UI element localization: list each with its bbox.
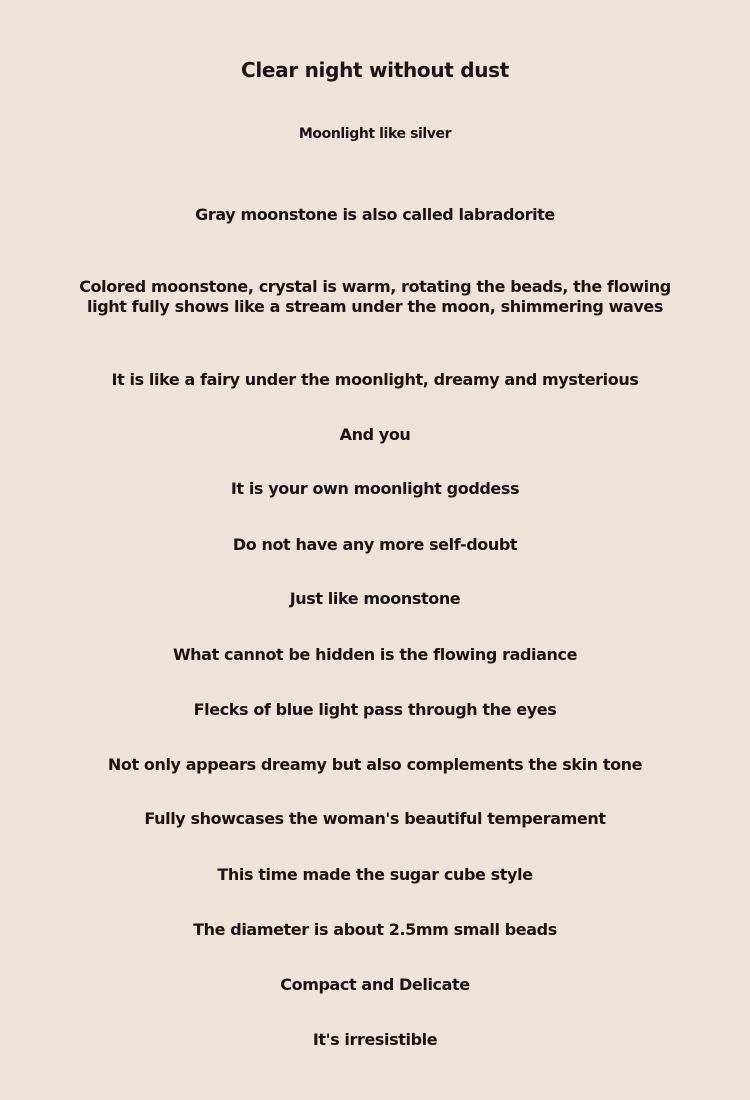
description-line-14: Compact and Delicate — [280, 975, 470, 994]
description-line-9: Flecks of blue light pass through the eyes — [193, 700, 557, 719]
description-line-12: This time made the sugar cube style — [217, 865, 533, 884]
page-subtitle: Moonlight like silver — [298, 126, 452, 142]
description-line-10: Not only appears dreamy but also complements the skin tone — [107, 755, 643, 774]
description-line-15: It's irresistible — [312, 1030, 438, 1049]
description-line-2: Colored moonstone, crystal is warm, rotating the beads, the flowing light fully shows like a stream under the moon, shimmering waves — [79, 277, 671, 316]
description-line-5: It is your own moonlight goddess — [230, 479, 520, 498]
description-line-7: Just like moonstone — [289, 589, 461, 608]
description-line-4: And you — [339, 425, 411, 444]
description-line-13: The diameter is about 2.5mm small beads — [193, 920, 557, 939]
page-title: Clear night without dust — [240, 58, 510, 82]
description-line-6: Do not have any more self-doubt — [232, 535, 518, 554]
description-line-3: It is like a fairy under the moonlight, dreamy and mysterious — [111, 370, 639, 389]
description-line-1: Gray moonstone is also called labradorite — [195, 205, 555, 224]
description-line-11: Fully showcases the woman's beautiful temperament — [144, 809, 606, 828]
description-line-8: What cannot be hidden is the flowing radiance — [172, 645, 578, 664]
